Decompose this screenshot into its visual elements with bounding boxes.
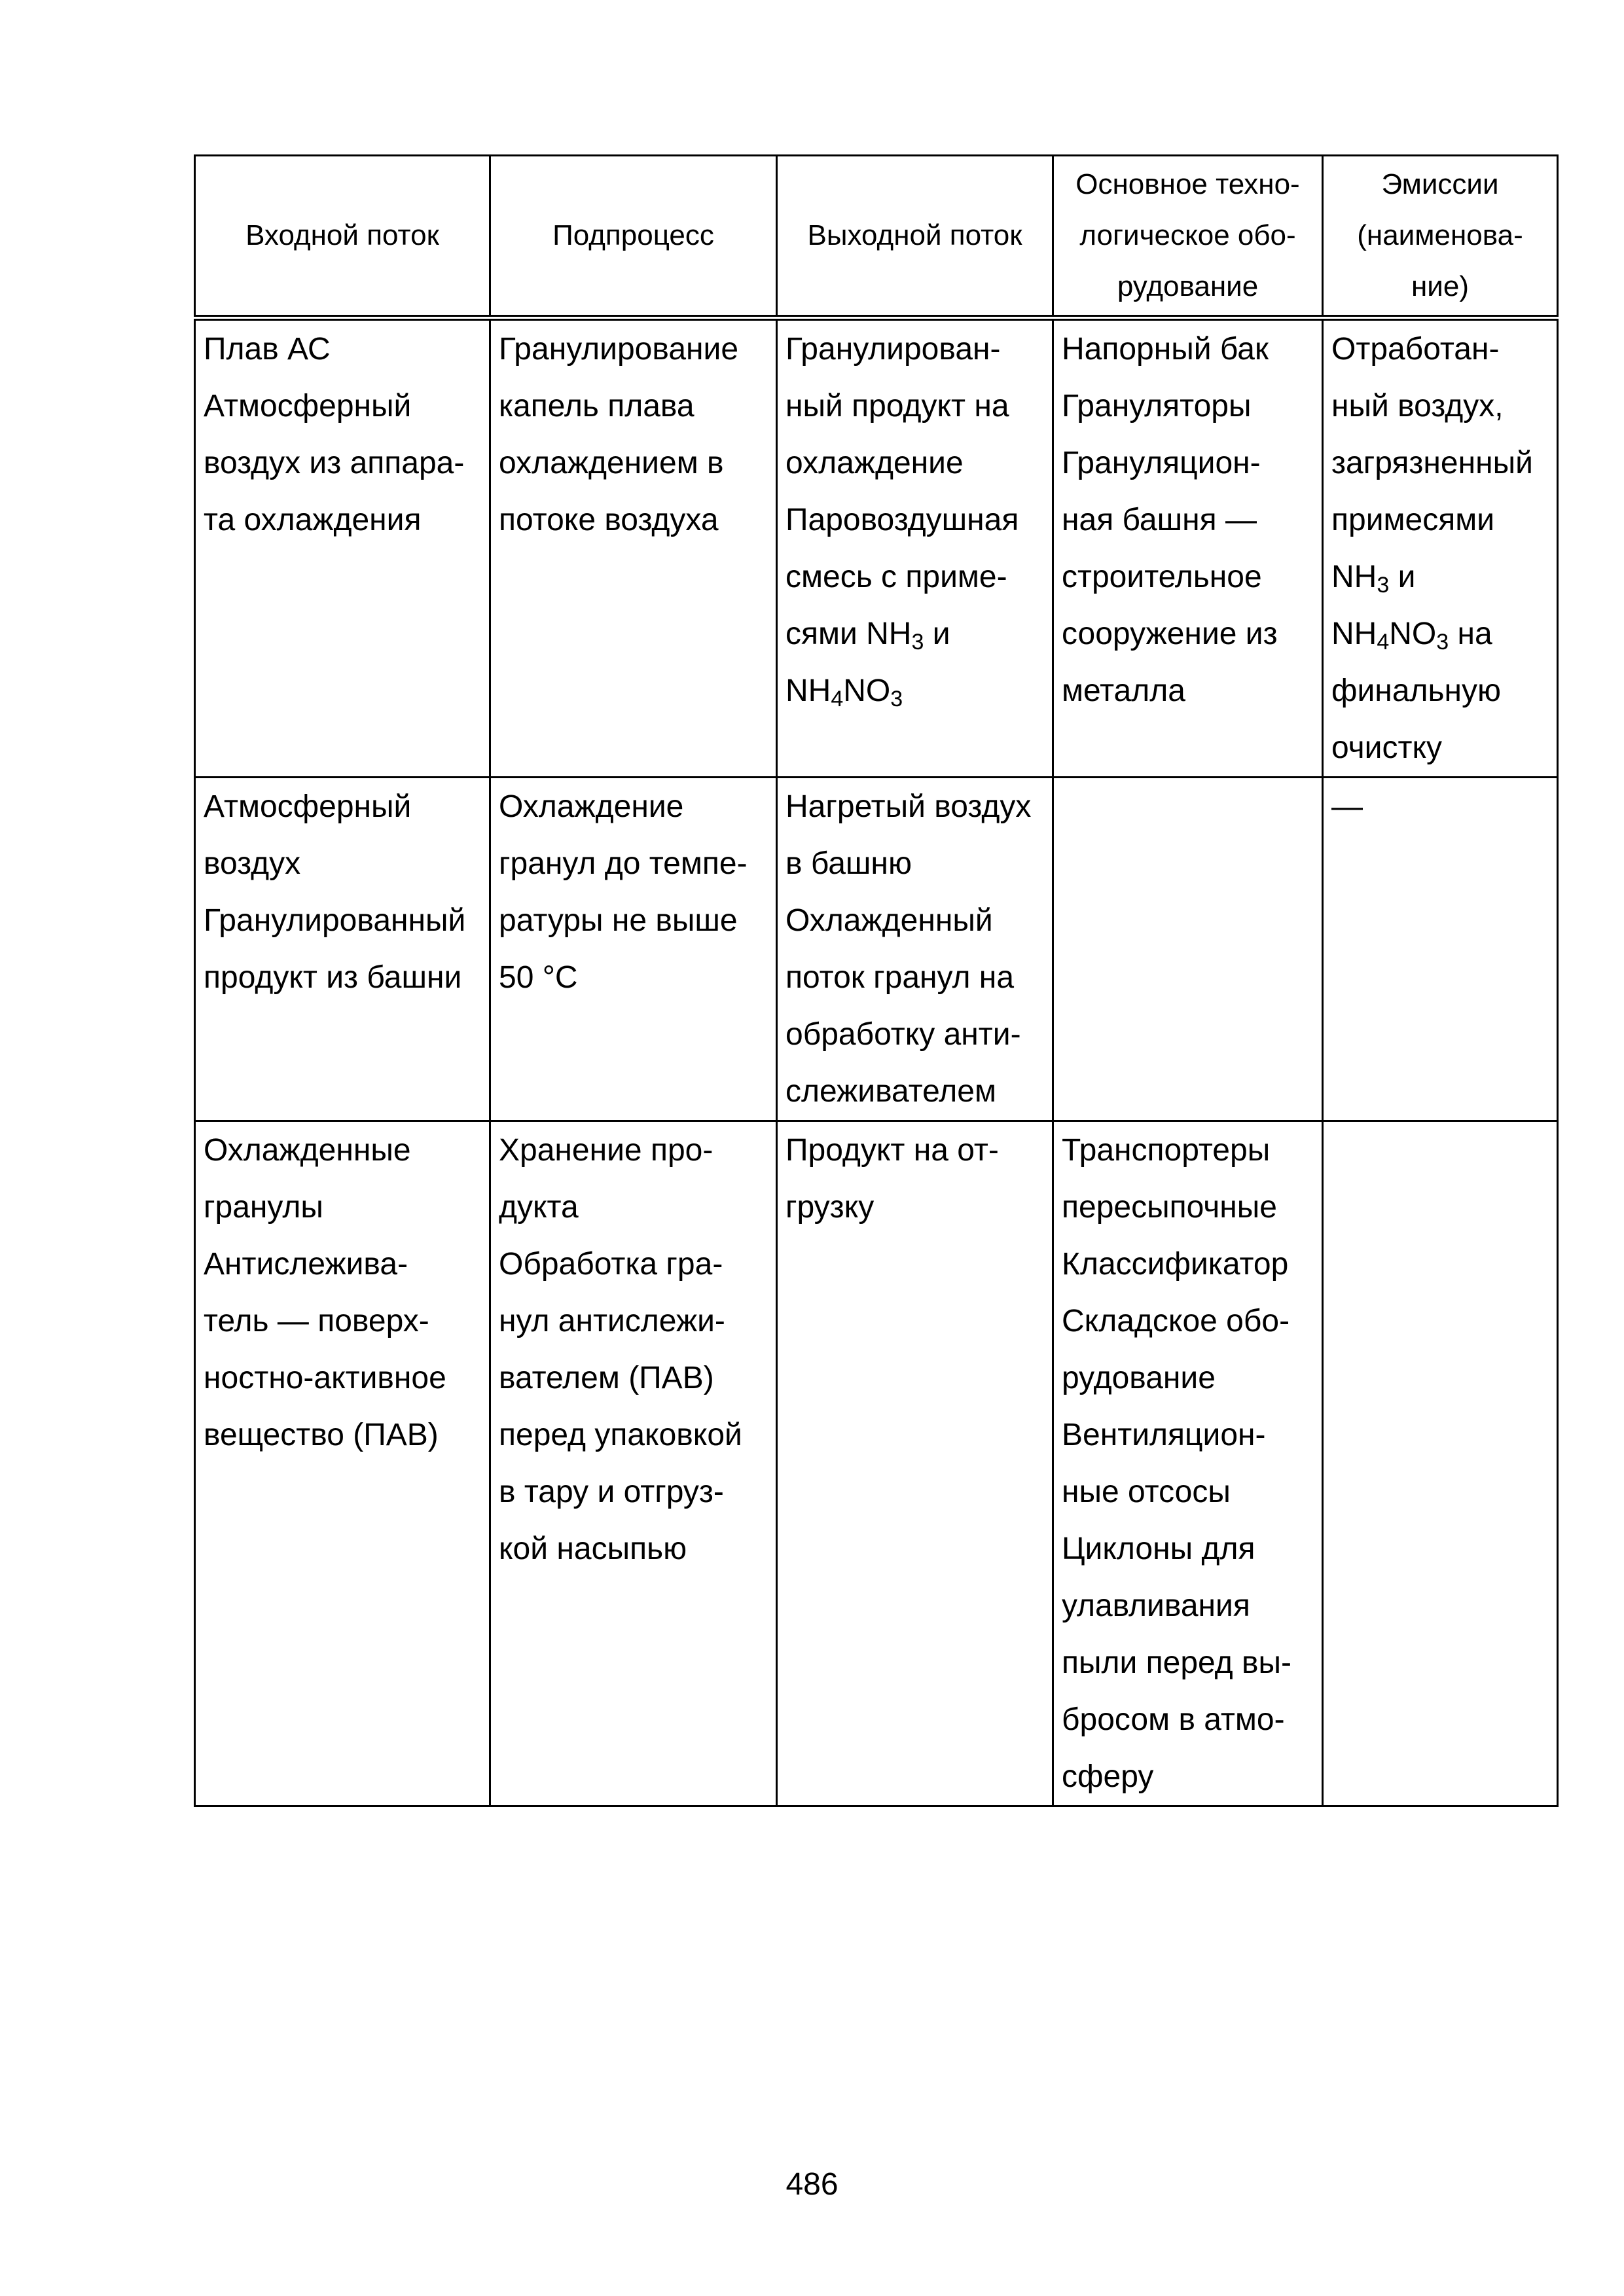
cell-output: Продукт на от- грузку — [777, 1121, 1053, 1806]
subscript: 4 — [831, 687, 844, 711]
header-label: Подпроцесс — [552, 219, 714, 251]
header-equipment — [1053, 156, 1323, 318]
table-header — [195, 156, 1558, 318]
header-label: Входной поток — [245, 219, 439, 251]
table-row — [195, 318, 1558, 778]
header-input-flow — [195, 156, 490, 318]
table-row — [195, 778, 1558, 1121]
header-output-flow — [777, 156, 1053, 318]
header-label: Выходной поток — [807, 219, 1022, 251]
cell-text: и NH — [785, 617, 950, 708]
cell-output — [777, 318, 1053, 778]
subscript: 3 — [911, 630, 924, 655]
cell-text: на финальную очистку — [1331, 617, 1502, 765]
cell-subprocess: Охлаждение гранул до темпе- ратуры не выше 50 °C — [490, 778, 777, 1121]
cell-emissions — [1323, 1121, 1558, 1806]
cell-subprocess: Гранулирование капель плава охлаждением в потоке воздуха — [490, 318, 777, 778]
cell-input: Атмосферный воздух Гранулированный продукт из башни — [195, 778, 490, 1121]
header-label: Эмиссии (наименова- ние) — [1357, 168, 1523, 302]
cell-emissions: — — [1323, 778, 1558, 1121]
cell-input: Охлажденные гранулы Антислежива- тель — поверх- ностно-активное вещество (ПАВ) — [195, 1121, 490, 1806]
cell-output: Нагретый воздух в башню Охлажденный поток гранул на обработку анти- слеживателем — [777, 778, 1053, 1121]
header-label: Основное техно- логическое обо- рудование — [1075, 168, 1300, 302]
table-row — [195, 1121, 1558, 1806]
cell-text: Отработан- ный воздух, загрязненный примесями NH — [1331, 332, 1533, 594]
header-emissions — [1323, 156, 1558, 318]
cell-emissions — [1323, 318, 1558, 778]
cell-text: Гранулирован- ный продукт на охлаждение Паровоздушная смесь с приме- сями NH — [785, 332, 1019, 651]
cell-text: NO — [843, 673, 891, 708]
header-row — [195, 156, 1558, 318]
subscript: 3 — [1377, 573, 1390, 598]
subscript: 4 — [1377, 630, 1390, 655]
cell-text: NO — [1389, 617, 1437, 651]
header-subprocess — [490, 156, 777, 318]
subscript: 3 — [1436, 630, 1449, 655]
process-table — [194, 154, 1559, 1807]
cell-equipment: Напорный бак Грануляторы Грануляцион- ная башня — строительное сооружение из металла — [1053, 318, 1323, 778]
page-number: 486 — [785, 2167, 839, 2202]
cell-input: Плав АС Атмосферный воздух из аппара- та охлаждения — [195, 318, 490, 778]
cell-equipment: Транспортеры пересыпочные Классификатор Складское обо- рудование Вентиляцион- ные отсосы Циклоны для улавливания пыли перед вы- бросом в атмо- сферу — [1053, 1121, 1323, 1806]
subscript: 3 — [890, 687, 903, 711]
cell-text: и NH — [1331, 560, 1416, 651]
cell-subprocess: Хранение про- дукта Обработка гра- нул антислежи- вателем (ПАВ) перед упаковкой в тару и отгруз- кой насыпью — [490, 1121, 777, 1806]
cell-equipment — [1053, 778, 1323, 1121]
